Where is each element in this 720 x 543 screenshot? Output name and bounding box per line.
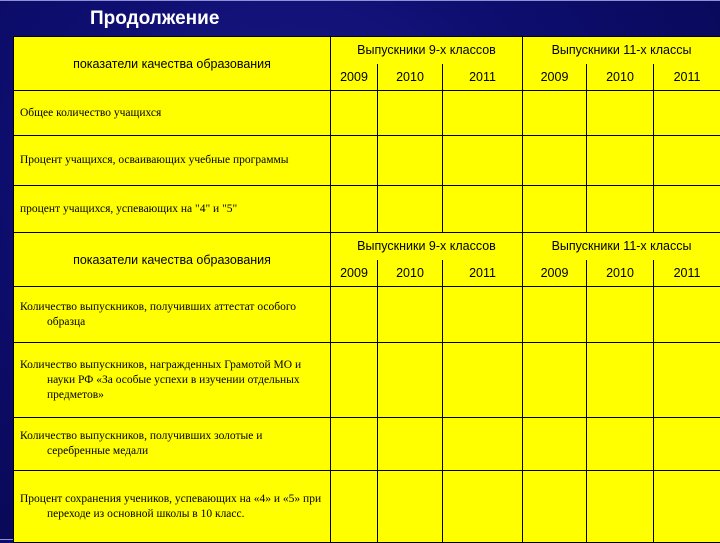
data-cell [331,418,378,471]
data-cell [587,418,654,471]
year-header: 2011 [443,64,523,91]
quality-indicators-table [13,36,720,543]
data-cell [523,136,587,186]
group-header-9: Выпускники 9-х классов [331,233,523,260]
indicators-header: показатели качества образования [14,37,331,91]
year-header: 2011 [443,260,523,287]
table-row [14,287,720,343]
table-row [14,418,720,471]
row-label: Процент сохранения учеников, успевающих на «4» и «5» при переходе из основной школы в 10 класс. [14,471,331,543]
year-header: 2009 [523,260,587,287]
year-header: 2009 [331,260,378,287]
data-cell [654,136,720,186]
row-label: Количество выпускников, получивших аттестат особого образца [14,287,331,343]
data-cell [587,343,654,418]
data-cell [654,343,720,418]
row-label: Количество выпускников, получивших золотые и серебренные медали [14,418,331,471]
table-row [14,471,720,543]
data-cell [587,91,654,136]
data-cell [443,136,523,186]
data-cell [523,418,587,471]
data-cell [378,343,443,418]
table-row [14,343,720,418]
table-header-row [14,233,720,260]
data-cell [654,91,720,136]
year-header: 2009 [331,64,378,91]
year-header: 2011 [654,260,720,287]
data-cell [523,471,587,543]
indicators-header: показатели качества образования [14,233,331,287]
data-cell [331,287,378,343]
data-cell [443,186,523,233]
data-cell [654,471,720,543]
data-cell [331,91,378,136]
data-cell [443,343,523,418]
data-cell [331,186,378,233]
row-label: Количество выпускников, награжденных Грамотой МО и науки РФ «За особые успехи в изучении отдельных предметов» [14,343,331,418]
data-cell [587,287,654,343]
data-cell [378,136,443,186]
data-cell [443,287,523,343]
year-header: 2010 [587,64,654,91]
data-cell [378,471,443,543]
data-cell [331,136,378,186]
data-cell [443,418,523,471]
data-cell [378,287,443,343]
data-cell [378,91,443,136]
row-label: Общее количество учащихся [14,91,331,136]
year-header: 2009 [523,64,587,91]
table-row [14,136,720,186]
group-header-11: Выпускники 11-х классы [523,37,720,64]
data-cell [654,186,720,233]
group-header-9: Выпускники 9-х классов [331,37,523,64]
group-header-11: Выпускники 11-х классы [523,233,720,260]
data-cell [443,471,523,543]
data-cell [378,186,443,233]
table-header-row [14,37,720,64]
year-header: 2010 [378,260,443,287]
data-cell [331,343,378,418]
row-label: процент учащихся, успевающих на "4" и "5" [14,186,331,233]
data-cell [523,287,587,343]
row-label: Процент учащихся, осваивающих учебные программы [14,136,331,186]
data-cell [654,287,720,343]
data-cell [443,91,523,136]
data-cell [654,418,720,471]
data-cell [523,343,587,418]
top-border-line [0,0,720,1]
data-cell [587,136,654,186]
data-cell [587,186,654,233]
table-row [14,91,720,136]
data-cell [331,471,378,543]
slide-title: Продолжение [90,8,219,30]
data-cell [378,418,443,471]
year-header: 2011 [654,64,720,91]
data-cell [523,186,587,233]
year-header: 2010 [587,260,654,287]
data-cell [523,91,587,136]
data-cell [587,471,654,543]
year-header: 2010 [378,64,443,91]
table-row [14,186,720,233]
